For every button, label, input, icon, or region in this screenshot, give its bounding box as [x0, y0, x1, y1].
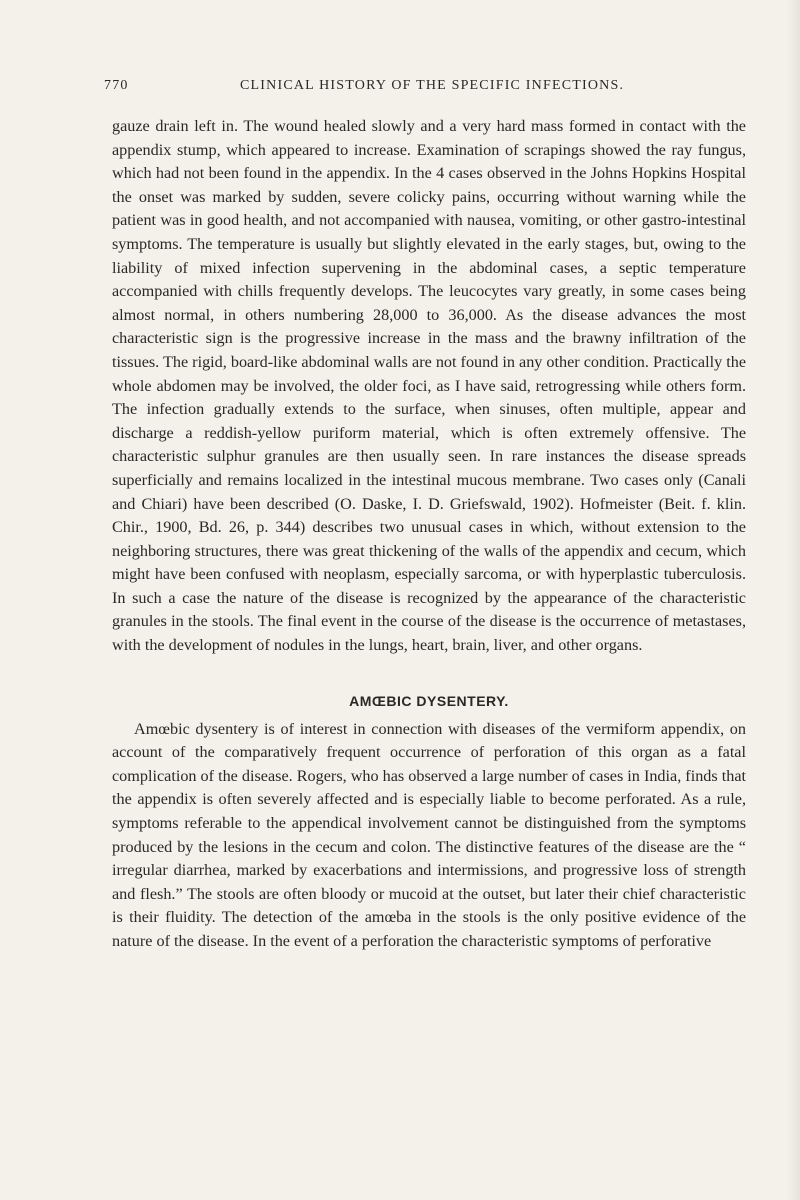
body-text — [112, 115, 746, 954]
running-title: CLINICAL HISTORY OF THE SPECIFIC INFECTIONS. — [240, 78, 625, 93]
page-number: 770 — [104, 78, 129, 93]
paragraph-actinomycosis: gauze drain left in. The wound healed slowly and a very hard mass formed in contact with the appendix stump, which appeared to increase. Examination of scrapings showed the ray fungus, which had not been found in the appendix. In the 4 cases observed in the Johns Hopkins Hospital the onset was marked by sudden, severe colicky pains, occurring without warning while the patient was in good health, and not accompanied with nausea, vomiting, or other gastro-intestinal symptoms. The temperature is usually but slightly elevated in the early stages, but, owing to the liability of mixed infection supervening in the abdominal cases, a septic temperature accompanied with chills frequently develops. The leucocytes vary greatly, in some cases being almost normal, in others numbering 28,000 to 36,000. As the disease advances the most characteristic sign is the progressive increase in the mass and the brawny infiltration of the tissues. The rigid, board-like abdominal walls are not found in any other condition. Practically the whole abdomen may be involved, the older foci, as I have said, retrogressing while others form. The infection gradually extends to the surface, when sinuses, often multiple, appear and discharge a reddish-yellow puriform material, which is often extremely offensive. The characteristic sulphur granules are then usually seen. In rare instances the disease spreads superficially and remains localized in the intestinal mucous membrane. Two cases only (Canali and Chiari) have been described (O. Daske, I. D. Griefswald, 1902). Hofmeister (Beit. f. klin. Chir., 1900, Bd. 26, p. 344) describes two unusual cases in which, without extension to the neighboring structures, there was great thickening of the walls of the appendix and cecum, which might have been confused with neoplasm, especially sarcoma, or with hyperplastic tuberculosis. In such a case the nature of the disease is recognized by the appearance of the characteristic granules in the stools. The final event in the course of the disease is the occurrence of metastases, with the development of nodules in the lungs, heart, brain, liver, and other organs. — [112, 117, 747, 655]
page-edge — [786, 0, 800, 1200]
section-heading: AMŒBIC DYSENTERY. — [349, 692, 509, 709]
paragraph-amoebic-dysentery: Amœbic dysentery is of interest in connection with diseases of the vermiform appendix, on account of the comparatively frequent occurrence of perforation of this organ as a fatal complication of the disease. Rogers, who has observed a large number of cases in India, finds that the appendix is often severely affected and is especially liable to become perforated. As a rule, symptoms referable to the appendical involvement cannot be distinguished from the symptoms produced by the lesions in the cecum and colon. The distinctive features of the disease are the “ irregular diarrhea, marked by exacerbations and intermissions, and progressive loss of strength and flesh.” The stools are often bloody or mucoid at the outset, but later their chief characteristic is their fluidity. The detection of the amœba in the stools is the only positive evidence of the nature of the disease. In the event of a perforation the characteristic symptoms of perforative — [112, 719, 746, 950]
